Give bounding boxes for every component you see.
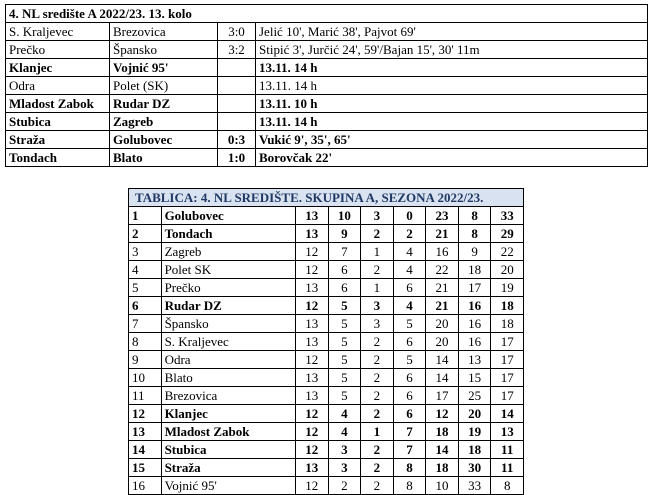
match-info: 13.11. 10 h (256, 95, 648, 113)
standings-l: 5 (393, 315, 426, 333)
match-home: Stubica (6, 113, 110, 131)
standings-d: 2 (361, 225, 394, 243)
standings-row (129, 333, 524, 351)
match-home: Tondach (6, 149, 110, 167)
standings-p: 13 (296, 333, 329, 351)
standings-pts: 20 (491, 261, 524, 279)
standings-row (129, 405, 524, 423)
standings-row (129, 423, 524, 441)
standings-pos: 10 (129, 369, 162, 387)
standings-p: 13 (296, 387, 329, 405)
standings-l: 8 (393, 477, 426, 495)
standings-w: 4 (328, 423, 361, 441)
standings-d: 2 (361, 369, 394, 387)
standings-pos: 14 (129, 441, 162, 459)
match-away: Zagreb (110, 113, 218, 131)
standings-team: Vojnić 95' (161, 477, 295, 495)
match-away: Vojnić 95' (110, 59, 218, 77)
standings-d: 2 (361, 261, 394, 279)
standings-pts: 11 (491, 441, 524, 459)
standings-row (129, 369, 524, 387)
standings-pts: 11 (491, 459, 524, 477)
standings-l: 0 (393, 207, 426, 225)
match-home: Odra (6, 77, 110, 95)
match-info: 13.11. 14 h (256, 113, 648, 131)
standings-row (129, 387, 524, 405)
standings-pts: 18 (491, 297, 524, 315)
match-score (218, 59, 256, 77)
match-score: 3:0 (218, 23, 256, 41)
match-row (6, 23, 648, 41)
standings-pos: 5 (129, 279, 162, 297)
standings-l: 2 (393, 225, 426, 243)
standings-gf: 14 (426, 441, 459, 459)
standings-p: 13 (296, 279, 329, 297)
match-away: Golubovec (110, 131, 218, 149)
standings-pos: 13 (129, 423, 162, 441)
standings-row (129, 351, 524, 369)
standings-w: 3 (328, 441, 361, 459)
standings-d: 2 (361, 387, 394, 405)
match-row (6, 131, 648, 149)
standings-pos: 11 (129, 387, 162, 405)
match-score (218, 77, 256, 95)
match-info: 13.11. 14 h (256, 77, 648, 95)
standings-team: Brezovica (161, 387, 295, 405)
standings-l: 6 (393, 279, 426, 297)
standings-w: 6 (328, 261, 361, 279)
standings-ga: 16 (458, 297, 491, 315)
standings-row (129, 225, 524, 243)
match-row (6, 113, 648, 131)
match-home: S. Kraljevec (6, 23, 110, 41)
standings-ga: 17 (458, 279, 491, 297)
standings-p: 12 (296, 243, 329, 261)
match-row (6, 149, 648, 167)
standings-ga: 16 (458, 315, 491, 333)
standings-team: Stubica (161, 441, 295, 459)
match-away: Brezovica (110, 23, 218, 41)
match-home: Prečko (6, 41, 110, 59)
standings-table (128, 188, 524, 495)
standings-gf: 23 (426, 207, 459, 225)
standings-w: 3 (328, 459, 361, 477)
standings-gf: 17 (426, 387, 459, 405)
standings-gf: 12 (426, 405, 459, 423)
standings-l: 7 (393, 441, 426, 459)
standings-ga: 8 (458, 207, 491, 225)
standings-title: TABLICA: 4. NL SREDIŠTE. SKUPINA A, SEZONA 2022/23. (129, 189, 524, 207)
standings-team: Odra (161, 351, 295, 369)
standings-row (129, 441, 524, 459)
standings-pos: 6 (129, 297, 162, 315)
standings-w: 5 (328, 315, 361, 333)
standings-pos: 15 (129, 459, 162, 477)
standings-pts: 17 (491, 351, 524, 369)
standings-w: 6 (328, 279, 361, 297)
standings-gf: 20 (426, 333, 459, 351)
standings-ga: 15 (458, 369, 491, 387)
standings-gf: 18 (426, 459, 459, 477)
standings-d: 2 (361, 441, 394, 459)
match-info: 13.11. 14 h (256, 59, 648, 77)
standings-ga: 20 (458, 405, 491, 423)
standings-ga: 18 (458, 261, 491, 279)
standings-row (129, 207, 524, 225)
standings-ga: 18 (458, 441, 491, 459)
standings-team: S. Kraljevec (161, 333, 295, 351)
standings-d: 2 (361, 333, 394, 351)
standings-gf: 14 (426, 369, 459, 387)
match-row (6, 41, 648, 59)
standings-ga: 9 (458, 243, 491, 261)
standings-p: 13 (296, 459, 329, 477)
standings-w: 2 (328, 477, 361, 495)
standings-pos: 8 (129, 333, 162, 351)
standings-pts: 22 (491, 243, 524, 261)
standings-gf: 18 (426, 423, 459, 441)
match-home: Klanjec (6, 59, 110, 77)
standings-pts: 33 (491, 207, 524, 225)
standings-team: Blato (161, 369, 295, 387)
standings-gf: 21 (426, 297, 459, 315)
standings-ga: 33 (458, 477, 491, 495)
standings-w: 7 (328, 243, 361, 261)
standings-d: 1 (361, 243, 394, 261)
standings-row (129, 243, 524, 261)
standings-pts: 8 (491, 477, 524, 495)
standings-d: 3 (361, 207, 394, 225)
standings-p: 12 (296, 477, 329, 495)
standings-pos: 7 (129, 315, 162, 333)
standings-d: 2 (361, 405, 394, 423)
standings-team: Mladost Zabok (161, 423, 295, 441)
standings-pts: 13 (491, 423, 524, 441)
match-row (6, 59, 648, 77)
standings-gf: 14 (426, 351, 459, 369)
standings-d: 3 (361, 315, 394, 333)
standings-team: Rudar DZ (161, 297, 295, 315)
match-away: Blato (110, 149, 218, 167)
match-away: Špansko (110, 41, 218, 59)
standings-gf: 21 (426, 279, 459, 297)
standings-pts: 17 (491, 369, 524, 387)
standings-team: Zagreb (161, 243, 295, 261)
standings-pts: 19 (491, 279, 524, 297)
standings-w: 5 (328, 351, 361, 369)
match-info: Vukić 9', 35', 65' (256, 131, 648, 149)
standings-p: 13 (296, 225, 329, 243)
standings-row (129, 261, 524, 279)
standings-p: 12 (296, 261, 329, 279)
standings-p: 12 (296, 351, 329, 369)
standings-pts: 18 (491, 315, 524, 333)
standings-l: 6 (393, 387, 426, 405)
match-info: Borovčak 22' (256, 149, 648, 167)
standings-l: 6 (393, 369, 426, 387)
standings-ga: 8 (458, 225, 491, 243)
standings-w: 4 (328, 405, 361, 423)
results-title-row (6, 5, 648, 23)
standings-l: 4 (393, 261, 426, 279)
standings-ga: 30 (458, 459, 491, 477)
standings-ga: 13 (458, 351, 491, 369)
standings-p: 12 (296, 405, 329, 423)
standings-l: 6 (393, 405, 426, 423)
match-row (6, 95, 648, 113)
standings-team: Prečko (161, 279, 295, 297)
standings-team: Klanjec (161, 405, 295, 423)
standings-p: 12 (296, 423, 329, 441)
standings-row (129, 297, 524, 315)
match-home: Straža (6, 131, 110, 149)
standings-team: Špansko (161, 315, 295, 333)
standings-pts: 29 (491, 225, 524, 243)
standings-title-row (129, 189, 524, 207)
standings-p: 12 (296, 441, 329, 459)
standings-w: 5 (328, 333, 361, 351)
standings-l: 5 (393, 351, 426, 369)
standings-p: 13 (296, 369, 329, 387)
match-info: Stipić 3', Jurčić 24', 59'/Bajan 15', 30' 11m (256, 41, 648, 59)
match-score: 3:2 (218, 41, 256, 59)
standings-row (129, 279, 524, 297)
standings-w: 10 (328, 207, 361, 225)
standings-row (129, 315, 524, 333)
standings-pos: 2 (129, 225, 162, 243)
standings-w: 9 (328, 225, 361, 243)
standings-d: 2 (361, 477, 394, 495)
standings-pos: 9 (129, 351, 162, 369)
standings-gf: 20 (426, 315, 459, 333)
standings-d: 1 (361, 423, 394, 441)
standings-l: 8 (393, 459, 426, 477)
standings-team: Golubovec (161, 207, 295, 225)
standings-d: 3 (361, 297, 394, 315)
standings-w: 5 (328, 369, 361, 387)
results-title: 4. NL središte A 2022/23. 13. kolo (6, 5, 648, 23)
match-info: Jelić 10', Marić 38', Pajvot 69' (256, 23, 648, 41)
standings-w: 5 (328, 297, 361, 315)
standings-l: 4 (393, 297, 426, 315)
standings-gf: 10 (426, 477, 459, 495)
standings-pos: 4 (129, 261, 162, 279)
standings-pts: 17 (491, 333, 524, 351)
match-score (218, 95, 256, 113)
match-away: Rudar DZ (110, 95, 218, 113)
standings-team: Tondach (161, 225, 295, 243)
standings-row (129, 459, 524, 477)
standings-pts: 17 (491, 387, 524, 405)
standings-l: 4 (393, 243, 426, 261)
match-score: 0:3 (218, 131, 256, 149)
standings-p: 13 (296, 207, 329, 225)
standings-d: 1 (361, 279, 394, 297)
match-score: 1:0 (218, 149, 256, 167)
standings-l: 7 (393, 423, 426, 441)
match-row (6, 77, 648, 95)
standings-pos: 1 (129, 207, 162, 225)
standings-l: 6 (393, 333, 426, 351)
standings-ga: 25 (458, 387, 491, 405)
standings-row (129, 477, 524, 495)
match-home: Mladost Zabok (6, 95, 110, 113)
standings-ga: 19 (458, 423, 491, 441)
standings-gf: 16 (426, 243, 459, 261)
standings-pos: 16 (129, 477, 162, 495)
standings-w: 5 (328, 387, 361, 405)
standings-team: Straža (161, 459, 295, 477)
standings-p: 13 (296, 315, 329, 333)
standings-team: Polet SK (161, 261, 295, 279)
standings-gf: 22 (426, 261, 459, 279)
standings-p: 12 (296, 297, 329, 315)
results-table (5, 4, 648, 167)
match-score (218, 113, 256, 131)
standings-gf: 21 (426, 225, 459, 243)
standings-d: 2 (361, 459, 394, 477)
standings-ga: 16 (458, 333, 491, 351)
standings-pos: 3 (129, 243, 162, 261)
standings-pts: 14 (491, 405, 524, 423)
standings-pos: 12 (129, 405, 162, 423)
match-away: Polet (SK) (110, 77, 218, 95)
standings-d: 2 (361, 351, 394, 369)
